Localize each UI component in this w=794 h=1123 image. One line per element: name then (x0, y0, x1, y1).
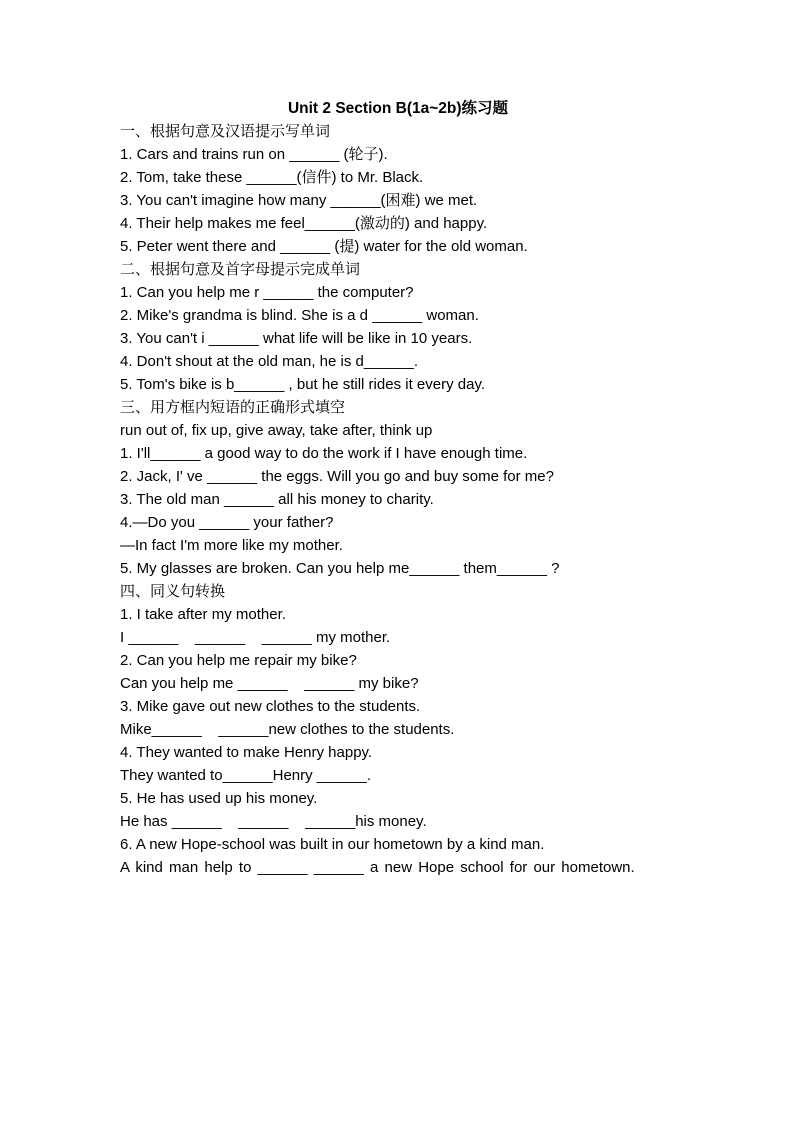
section-1 (120, 120, 676, 258)
section-heading: 三、用方框内短语的正确形式填空 (120, 398, 346, 416)
exercise-line: 3. Mike gave out new clothes to the students. (120, 698, 421, 715)
exercise-line: 5. My glasses are broken. Can you help me______ them______ ? (120, 560, 560, 577)
exercise-line: 5. Peter went there and ______ (提) water for the old woman. (120, 238, 528, 255)
exercise-line: —In fact I'm more like my mother. (120, 537, 343, 554)
section-3 (120, 396, 676, 580)
exercise-line: He has ______ ______ ______his money. (120, 813, 427, 830)
exercise-line: 2. Can you help me repair my bike? (120, 652, 357, 669)
section-heading: 二、根据句意及首字母提示完成单词 (120, 260, 361, 278)
exercise-line: 1. Cars and trains run on ______ (轮子). (120, 146, 388, 163)
exercise-line: 2. Jack, I' ve ______ the eggs. Will you go and buy some for me? (120, 468, 554, 485)
exercise-line: 2. Tom, take these ______(信件) to Mr. Black. (120, 169, 424, 186)
exercise-line: 4. Their help makes me feel______(激动的) and happy. (120, 215, 488, 232)
exercise-line: 5. He has used up his money. (120, 790, 318, 807)
exercise-line: 4. Don't shout at the old man, he is d______. (120, 353, 419, 370)
exercise-line: Can you help me ______ ______ my bike? (120, 675, 419, 692)
exercise-paragraph: A kind man help to ______ ______ a new Hope school for our hometown. (120, 859, 635, 876)
exercise-line: 2. Mike's grandma is blind. She is a d ______ woman. (120, 307, 479, 324)
exercise-line: 6. A new Hope-school was built in our hometown by a kind man. (120, 836, 545, 853)
section-heading: 四、同义句转换 (120, 582, 226, 600)
worksheet-page (120, 98, 676, 879)
exercise-line: 3. You can't imagine how many ______(困难) we met. (120, 192, 478, 209)
exercise-line: They wanted to______Henry ______. (120, 767, 372, 784)
exercise-line: I ______ ______ ______ my mother. (120, 629, 391, 646)
exercise-line: 4. They wanted to make Henry happy. (120, 744, 373, 761)
exercise-line: 3. The old man ______ all his money to charity. (120, 491, 434, 508)
exercise-line: 1. I'll______ a good way to do the work if I have enough time. (120, 445, 528, 462)
exercise-line: 1. Can you help me r ______ the computer? (120, 284, 414, 301)
exercise-line: 5. Tom's bike is b______ , but he still rides it every day. (120, 376, 485, 393)
phrase-box-list: run out of, fix up, give away, take after, think up (120, 422, 433, 439)
section-2 (120, 258, 676, 396)
exercise-line: 1. I take after my mother. (120, 606, 286, 623)
exercise-line: 3. You can't i ______ what life will be like in 10 years. (120, 330, 473, 347)
exercise-line: 4.—Do you ______ your father? (120, 514, 334, 531)
worksheet-title: Unit 2 Section B(1a~2b)练习题 (287, 100, 509, 117)
section-4 (120, 580, 676, 879)
exercise-line: Mike______ ______new clothes to the students. (120, 721, 455, 738)
section-heading: 一、根据句意及汉语提示写单词 (120, 122, 331, 140)
